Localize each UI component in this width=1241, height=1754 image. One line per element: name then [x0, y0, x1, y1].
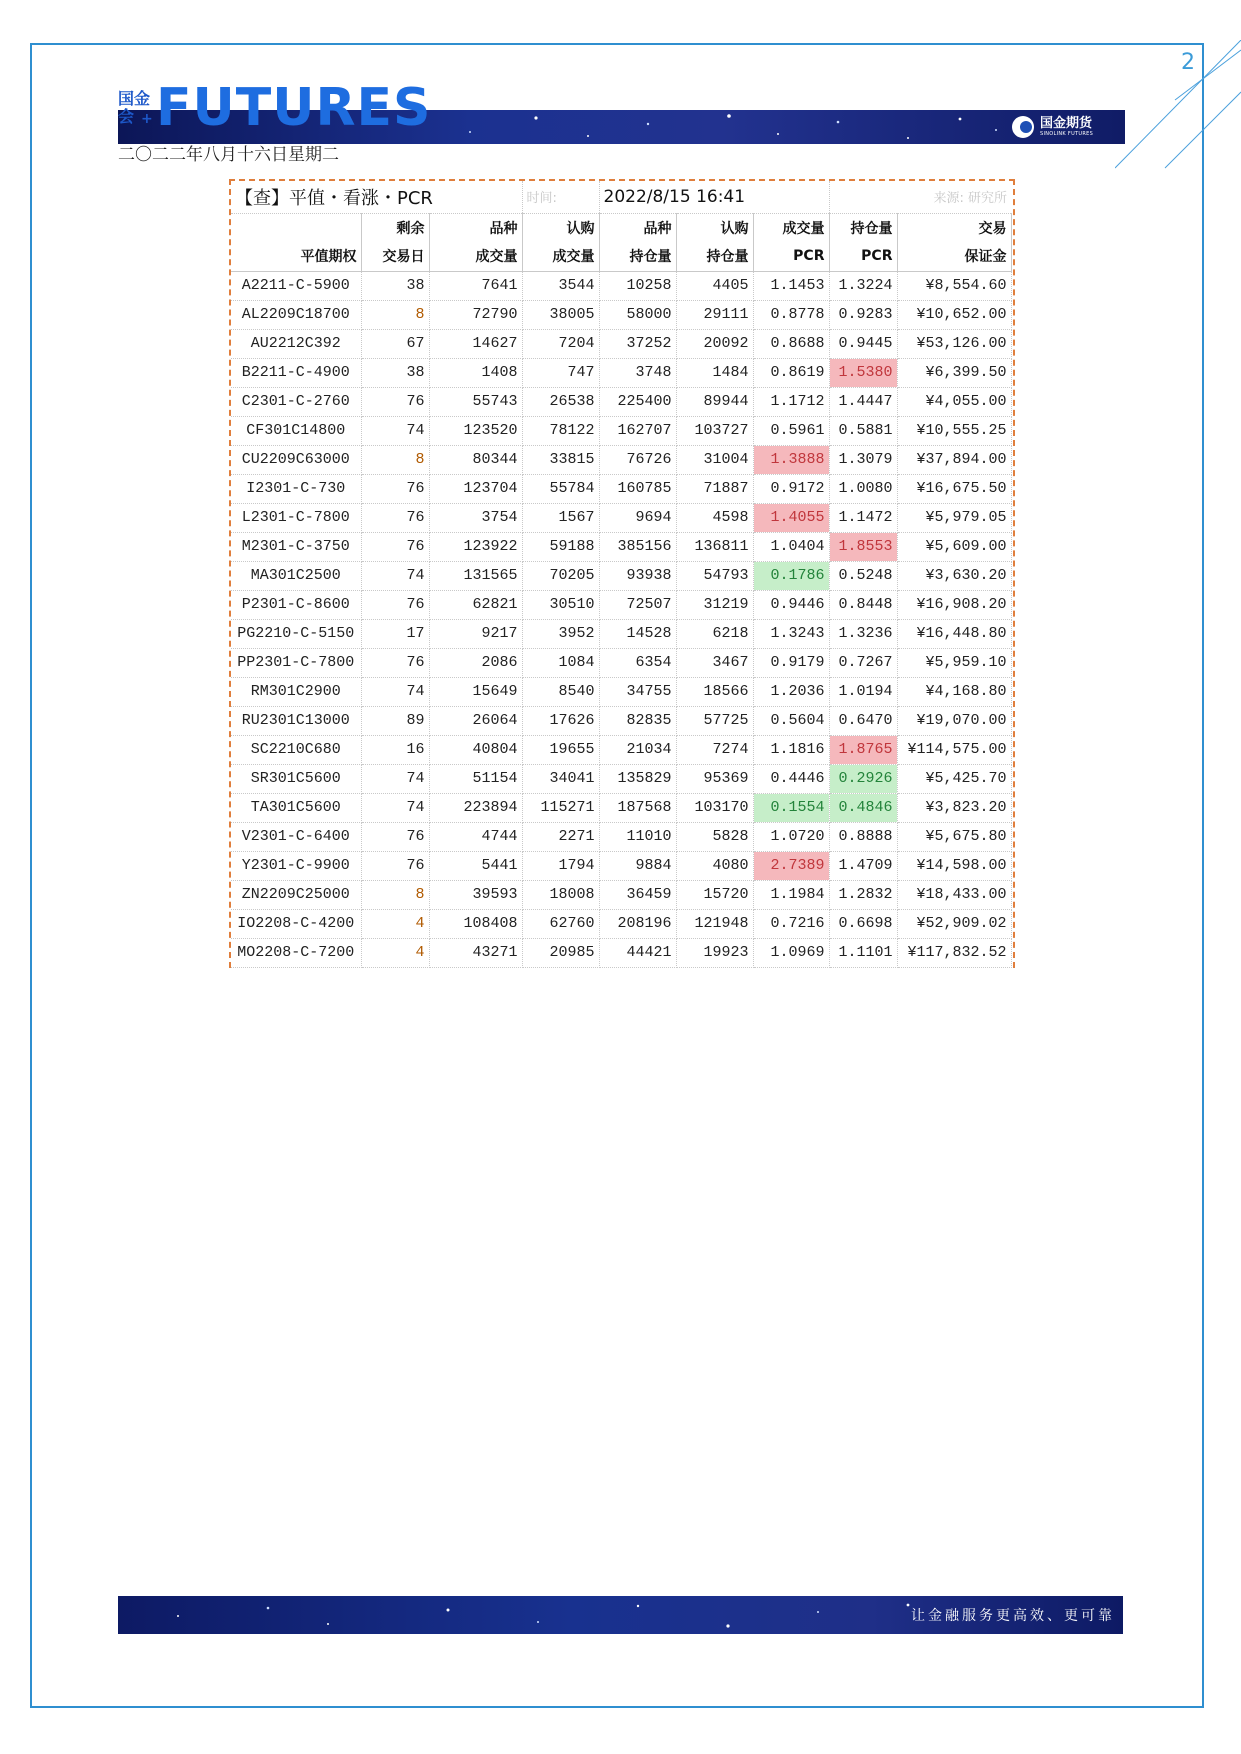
brand-name-en: SINOLINK FUTURES — [1040, 130, 1094, 137]
table-cell: 38 — [361, 271, 429, 300]
table-cell: 14627 — [429, 329, 522, 358]
table-cell: 76 — [361, 503, 429, 532]
table-cell: 2086 — [429, 648, 522, 677]
table-cell: 80344 — [429, 445, 522, 474]
option-code-cell: RM301C2900 — [231, 677, 361, 706]
table-cell: 51154 — [429, 764, 522, 793]
table-cell: 0.9179 — [753, 648, 829, 677]
table-cell: 160785 — [599, 474, 676, 503]
table-cell: 55784 — [522, 474, 599, 503]
table-cell: 747 — [522, 358, 599, 387]
table-cell: 9694 — [599, 503, 676, 532]
table-cell: 74 — [361, 677, 429, 706]
table-cell: ¥52,909.02 — [897, 909, 1011, 938]
table-cell: 70205 — [522, 561, 599, 590]
table-cell: 1.3224 — [829, 271, 897, 300]
table-cell: 1.1101 — [829, 938, 897, 967]
table-cell: 20985 — [522, 938, 599, 967]
table-cell: 34041 — [522, 764, 599, 793]
table-cell: ¥5,425.70 — [897, 764, 1011, 793]
option-code-cell: IO2208-C-4200 — [231, 909, 361, 938]
logo-chinese-line1: 国金 — [118, 89, 151, 108]
table-cell: 4598 — [676, 503, 753, 532]
header-cell-bottom: 持仓量 — [599, 242, 676, 271]
table-cell: 9217 — [429, 619, 522, 648]
header-cell-top: 认购 — [676, 213, 753, 242]
table-cell: 3754 — [429, 503, 522, 532]
header-cell-top — [231, 213, 361, 242]
table-cell: 1.5380 — [829, 358, 897, 387]
table-cell: ¥14,598.00 — [897, 851, 1011, 880]
table-cell: ¥19,070.00 — [897, 706, 1011, 735]
table-cell: 72507 — [599, 590, 676, 619]
table-cell: 135829 — [599, 764, 676, 793]
table-row — [231, 619, 1011, 648]
table-cell: 76 — [361, 474, 429, 503]
table-cell: 76 — [361, 851, 429, 880]
option-code-cell: V2301-C-6400 — [231, 822, 361, 851]
table-cell: 2.7389 — [753, 851, 829, 880]
option-code-cell: PG2210-C-5150 — [231, 619, 361, 648]
header-cell-top: 认购 — [522, 213, 599, 242]
option-code-cell: P2301-C-8600 — [231, 590, 361, 619]
table-cell: 0.6698 — [829, 909, 897, 938]
table-cell: 0.8778 — [753, 300, 829, 329]
table-cell: ¥5,675.80 — [897, 822, 1011, 851]
table-cell: 1.8765 — [829, 735, 897, 764]
logo-futures: FUTURES — [156, 78, 432, 138]
table-cell: 33815 — [522, 445, 599, 474]
table-row — [231, 764, 1011, 793]
table-row — [231, 445, 1011, 474]
table-cell: 0.1786 — [753, 561, 829, 590]
table-cell: 123922 — [429, 532, 522, 561]
table-cell: 7204 — [522, 329, 599, 358]
table-cell: 1484 — [676, 358, 753, 387]
table-cell: ¥53,126.00 — [897, 329, 1011, 358]
header-cell-bottom: 成交量 — [429, 242, 522, 271]
table-row — [231, 387, 1011, 416]
table-cell: 187568 — [599, 793, 676, 822]
option-code-cell: C2301-C-2760 — [231, 387, 361, 416]
table-cell: 115271 — [522, 793, 599, 822]
table-cell: 72790 — [429, 300, 522, 329]
option-code-cell: RU2301C13000 — [231, 706, 361, 735]
table-cell: 3544 — [522, 271, 599, 300]
table-cell: 136811 — [676, 532, 753, 561]
table-cell: 6218 — [676, 619, 753, 648]
table-cell: 1408 — [429, 358, 522, 387]
table-cell: 2271 — [522, 822, 599, 851]
header-cell-bottom: PCR — [753, 242, 829, 271]
table-cell: 223894 — [429, 793, 522, 822]
option-code-cell: AL2209C18700 — [231, 300, 361, 329]
table-row — [231, 793, 1011, 822]
table-cell: 10258 — [599, 271, 676, 300]
header-cell-top: 剩余 — [361, 213, 429, 242]
table-row — [231, 677, 1011, 706]
table-cell: 1567 — [522, 503, 599, 532]
table-row — [231, 474, 1011, 503]
table-cell: 4 — [361, 938, 429, 967]
logo-chinese-line2: 会 — [118, 107, 135, 126]
table-cell: ¥4,168.80 — [897, 677, 1011, 706]
table-cell: 0.6470 — [829, 706, 897, 735]
table-cell: 76 — [361, 822, 429, 851]
table-cell: 1.3236 — [829, 619, 897, 648]
table-cell: 76 — [361, 648, 429, 677]
table-cell: 4744 — [429, 822, 522, 851]
table-cell: 26538 — [522, 387, 599, 416]
table-cell: 43271 — [429, 938, 522, 967]
table-cell: 74 — [361, 793, 429, 822]
table-cell: ¥5,979.05 — [897, 503, 1011, 532]
table-row — [231, 590, 1011, 619]
table-cell: 37252 — [599, 329, 676, 358]
brand-logo — [1012, 114, 1093, 140]
brand-name-cn: 国金期货 — [1040, 115, 1093, 131]
header-cell-top: 品种 — [429, 213, 522, 242]
option-code-cell: B2211-C-4900 — [231, 358, 361, 387]
table-cell: 1.0404 — [753, 532, 829, 561]
table-title-row — [231, 181, 1011, 213]
table-cell: 93938 — [599, 561, 676, 590]
table-row — [231, 532, 1011, 561]
time-label: 时间: — [522, 181, 599, 213]
table-body — [231, 271, 1011, 967]
table-row — [231, 880, 1011, 909]
report-date: 二〇二二年八月十六日星期二 — [118, 145, 339, 165]
table-row — [231, 851, 1011, 880]
table-cell: 4 — [361, 909, 429, 938]
table-cell: 15649 — [429, 677, 522, 706]
table-cell: 17 — [361, 619, 429, 648]
table-cell: 0.9445 — [829, 329, 897, 358]
option-code-cell: SR301C5600 — [231, 764, 361, 793]
table-cell: 1.1453 — [753, 271, 829, 300]
table-cell: ¥18,433.00 — [897, 880, 1011, 909]
header-cell-top: 持仓量 — [829, 213, 897, 242]
table-row — [231, 358, 1011, 387]
option-code-cell: AU2212C392 — [231, 329, 361, 358]
table-row — [231, 735, 1011, 764]
table-cell: 62821 — [429, 590, 522, 619]
table-cell: 1.8553 — [829, 532, 897, 561]
table-cell: ¥8,554.60 — [897, 271, 1011, 300]
table-cell: 208196 — [599, 909, 676, 938]
table-cell: 0.7267 — [829, 648, 897, 677]
table-cell: 16 — [361, 735, 429, 764]
table-cell: 6354 — [599, 648, 676, 677]
table-row — [231, 416, 1011, 445]
option-code-cell: A2211-C-5900 — [231, 271, 361, 300]
option-code-cell: CU2209C63000 — [231, 445, 361, 474]
table-cell: 1.4055 — [753, 503, 829, 532]
table-cell: ¥16,675.50 — [897, 474, 1011, 503]
brand-text — [1040, 117, 1093, 138]
table-cell: 3467 — [676, 648, 753, 677]
table-cell: 1084 — [522, 648, 599, 677]
table-cell: 103170 — [676, 793, 753, 822]
table-cell: 82835 — [599, 706, 676, 735]
table-cell: 0.5248 — [829, 561, 897, 590]
table-cell: ¥4,055.00 — [897, 387, 1011, 416]
header-cell-bottom: 持仓量 — [676, 242, 753, 271]
table-cell: 5828 — [676, 822, 753, 851]
table-cell: 9884 — [599, 851, 676, 880]
table-cell: 4405 — [676, 271, 753, 300]
table-cell: 1.4709 — [829, 851, 897, 880]
table-cell: 38 — [361, 358, 429, 387]
header-cell-bottom: 保证金 — [897, 242, 1011, 271]
option-code-cell: SC2210C680 — [231, 735, 361, 764]
table-cell: 76 — [361, 590, 429, 619]
brand-mark-icon — [1012, 116, 1034, 138]
table-cell: 1794 — [522, 851, 599, 880]
table-row — [231, 909, 1011, 938]
table-cell: 38005 — [522, 300, 599, 329]
table-cell: 0.4446 — [753, 764, 829, 793]
header-cell-bottom: PCR — [829, 242, 897, 271]
table-cell: 108408 — [429, 909, 522, 938]
table-cell: 31219 — [676, 590, 753, 619]
table-cell: 0.2926 — [829, 764, 897, 793]
table-cell: 0.8619 — [753, 358, 829, 387]
option-code-cell: I2301-C-730 — [231, 474, 361, 503]
table-cell: 19923 — [676, 938, 753, 967]
table-cell: 95369 — [676, 764, 753, 793]
header-cell-bottom: 平值期权 — [231, 242, 361, 271]
table-cell: 1.0969 — [753, 938, 829, 967]
table-cell: 0.8888 — [829, 822, 897, 851]
header-cell-bottom: 交易日 — [361, 242, 429, 271]
table-cell: 123520 — [429, 416, 522, 445]
page-number: 2 — [1181, 50, 1195, 75]
table-cell: 15720 — [676, 880, 753, 909]
header-cell-top: 品种 — [599, 213, 676, 242]
table-cell: ¥16,448.80 — [897, 619, 1011, 648]
table-row — [231, 329, 1011, 358]
table-cell: ¥3,823.20 — [897, 793, 1011, 822]
option-code-cell: CF301C14800 — [231, 416, 361, 445]
table-cell: 54793 — [676, 561, 753, 590]
option-code-cell: MA301C2500 — [231, 561, 361, 590]
table-cell: 123704 — [429, 474, 522, 503]
table-cell: 0.5604 — [753, 706, 829, 735]
table-cell: 29111 — [676, 300, 753, 329]
table-row — [231, 561, 1011, 590]
time-value: 2022/8/15 16:41 — [599, 181, 829, 213]
table-cell: 44421 — [599, 938, 676, 967]
table-cell: ¥5,609.00 — [897, 532, 1011, 561]
table-cell: 31004 — [676, 445, 753, 474]
table-cell: 58000 — [599, 300, 676, 329]
table-cell: 225400 — [599, 387, 676, 416]
table-row — [231, 300, 1011, 329]
table-header-row-bottom — [231, 242, 1011, 271]
table-cell: 1.0194 — [829, 677, 897, 706]
table-cell: 1.0080 — [829, 474, 897, 503]
table-cell: 67 — [361, 329, 429, 358]
pcr-table-container — [229, 179, 1015, 968]
table-cell: 74 — [361, 764, 429, 793]
table-cell: 121948 — [676, 909, 753, 938]
table-cell: 0.9172 — [753, 474, 829, 503]
footer-slogan: 让金融服务更高效、更可靠 — [911, 1608, 1115, 1624]
table-cell: 0.5961 — [753, 416, 829, 445]
table-cell: 3748 — [599, 358, 676, 387]
option-code-cell: MO2208-C-7200 — [231, 938, 361, 967]
table-row — [231, 706, 1011, 735]
table-cell: 1.3888 — [753, 445, 829, 474]
table-cell: 0.1554 — [753, 793, 829, 822]
table-cell: 0.7216 — [753, 909, 829, 938]
table-cell: 1.3079 — [829, 445, 897, 474]
table-cell: 1.3243 — [753, 619, 829, 648]
table-cell: 78122 — [522, 416, 599, 445]
table-cell: 0.9283 — [829, 300, 897, 329]
table-cell: 8 — [361, 445, 429, 474]
table-cell: ¥10,555.25 — [897, 416, 1011, 445]
table-cell: 162707 — [599, 416, 676, 445]
table-cell: 57725 — [676, 706, 753, 735]
table-cell: 20092 — [676, 329, 753, 358]
table-cell: 18566 — [676, 677, 753, 706]
table-cell: 1.2832 — [829, 880, 897, 909]
table-cell: 8 — [361, 300, 429, 329]
table-cell: ¥117,832.52 — [897, 938, 1011, 967]
table-row — [231, 271, 1011, 300]
table-cell: 19655 — [522, 735, 599, 764]
table-row — [231, 648, 1011, 677]
table-cell: ¥114,575.00 — [897, 735, 1011, 764]
option-code-cell: TA301C5600 — [231, 793, 361, 822]
table-cell: 21034 — [599, 735, 676, 764]
table-cell: 8 — [361, 880, 429, 909]
table-cell: 131565 — [429, 561, 522, 590]
table-row — [231, 938, 1011, 967]
table-cell: 30510 — [522, 590, 599, 619]
table-cell: ¥6,399.50 — [897, 358, 1011, 387]
table-cell: 55743 — [429, 387, 522, 416]
logo-plus: + — [141, 111, 153, 127]
table-cell: 17626 — [522, 706, 599, 735]
table-cell: 40804 — [429, 735, 522, 764]
table-cell: 1.2036 — [753, 677, 829, 706]
header-cell-bottom: 成交量 — [522, 242, 599, 271]
table-cell: 1.1712 — [753, 387, 829, 416]
table-cell: ¥16,908.20 — [897, 590, 1011, 619]
table-cell: 1.1816 — [753, 735, 829, 764]
table-cell: 0.8448 — [829, 590, 897, 619]
table-cell: 11010 — [599, 822, 676, 851]
table-cell: 8540 — [522, 677, 599, 706]
table-cell: 89 — [361, 706, 429, 735]
table-cell: 71887 — [676, 474, 753, 503]
table-cell: 0.9446 — [753, 590, 829, 619]
table-cell: 0.4846 — [829, 793, 897, 822]
option-code-cell: PP2301-C-7800 — [231, 648, 361, 677]
table-cell: 1.4447 — [829, 387, 897, 416]
table-cell: 3952 — [522, 619, 599, 648]
table-cell: 74 — [361, 561, 429, 590]
table-cell: 76 — [361, 387, 429, 416]
table-cell: 14528 — [599, 619, 676, 648]
table-cell: 1.0720 — [753, 822, 829, 851]
table-cell: ¥10,652.00 — [897, 300, 1011, 329]
table-cell: ¥37,894.00 — [897, 445, 1011, 474]
table-cell: 34755 — [599, 677, 676, 706]
table-cell: 0.5881 — [829, 416, 897, 445]
footer-banner — [118, 1596, 1123, 1634]
pcr-table — [231, 181, 1012, 968]
option-code-cell: ZN2209C25000 — [231, 880, 361, 909]
header-cell-top: 成交量 — [753, 213, 829, 242]
source-label: 来源: 研究所 — [829, 181, 1011, 213]
table-cell: 36459 — [599, 880, 676, 909]
table-cell: 18008 — [522, 880, 599, 909]
table-header-row-top — [231, 213, 1011, 242]
table-title: 【查】平值・看涨・PCR — [231, 181, 522, 213]
table-cell: ¥3,630.20 — [897, 561, 1011, 590]
table-cell: 26064 — [429, 706, 522, 735]
table-cell: 5441 — [429, 851, 522, 880]
table-cell: 103727 — [676, 416, 753, 445]
table-cell: 74 — [361, 416, 429, 445]
table-row — [231, 822, 1011, 851]
table-cell: 4080 — [676, 851, 753, 880]
table-cell: 89944 — [676, 387, 753, 416]
table-cell: 62760 — [522, 909, 599, 938]
table-cell: 1.1472 — [829, 503, 897, 532]
option-code-cell: L2301-C-7800 — [231, 503, 361, 532]
table-cell: 59188 — [522, 532, 599, 561]
table-cell: 0.8688 — [753, 329, 829, 358]
table-row — [231, 503, 1011, 532]
table-cell: 39593 — [429, 880, 522, 909]
header-cell-top: 交易 — [897, 213, 1011, 242]
table-cell: 76726 — [599, 445, 676, 474]
option-code-cell: M2301-C-3750 — [231, 532, 361, 561]
table-cell: ¥5,959.10 — [897, 648, 1011, 677]
option-code-cell: Y2301-C-9900 — [231, 851, 361, 880]
table-cell: 1.1984 — [753, 880, 829, 909]
table-cell: 385156 — [599, 532, 676, 561]
table-cell: 7641 — [429, 271, 522, 300]
table-cell: 7274 — [676, 735, 753, 764]
table-cell: 76 — [361, 532, 429, 561]
